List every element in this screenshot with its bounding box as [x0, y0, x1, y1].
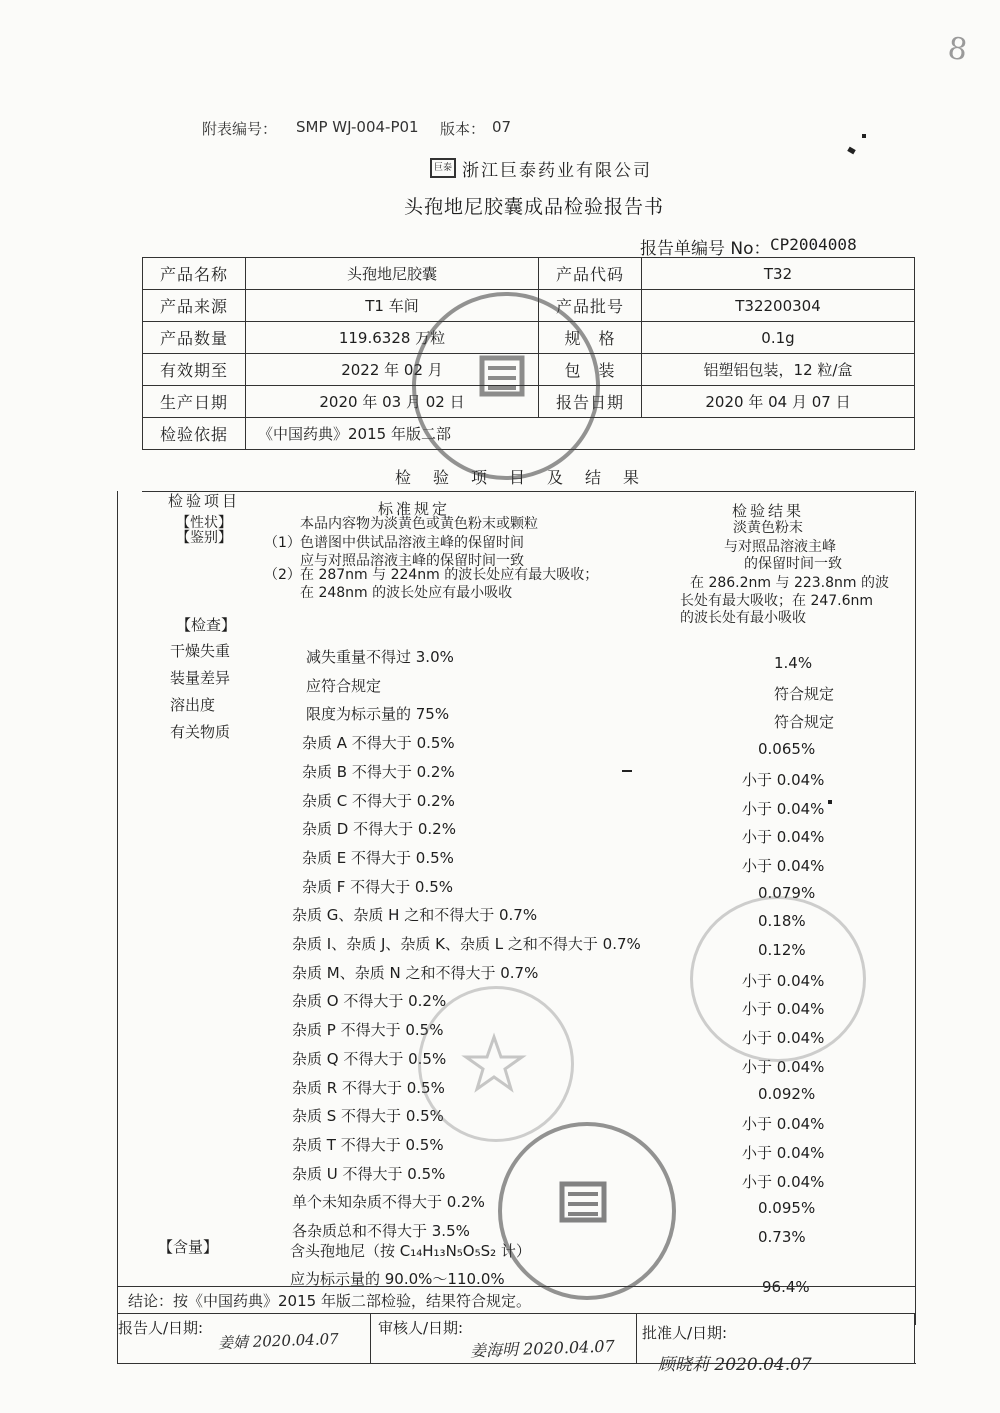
production-date: 2020 年 03 月 02 日 — [246, 386, 539, 418]
spec: 0.1g — [642, 322, 915, 354]
source-label: 产品来源 — [143, 290, 246, 322]
test-standard: 限度为标示量的 75% — [306, 705, 450, 724]
spec-label: 规 格 — [539, 322, 642, 354]
version-label: 版本： — [440, 120, 486, 138]
package-label: 包 装 — [539, 354, 642, 386]
test-result: 1.4% — [774, 654, 813, 672]
test-result: 符合规定 — [774, 713, 835, 732]
quantity-label: 产品数量 — [143, 322, 246, 354]
appearance-result: 淡黄色粉末 — [733, 520, 803, 536]
test-result: 0.73% — [758, 1228, 806, 1246]
identification-2-result-line2: 长处有最大吸收；在 247.6nm — [680, 593, 874, 609]
company-name: 浙江巨泰药业有限公司 — [462, 161, 652, 181]
signature-divider-2 — [636, 1313, 637, 1363]
test-result: 小于 0.04% — [742, 1000, 825, 1019]
reporter-signature: 姜婧 2020.04.07 — [217, 1329, 339, 1353]
page-number: 8 — [945, 30, 970, 69]
speck — [622, 770, 632, 772]
form-number: SMP WJ-004-P01 — [296, 118, 419, 136]
test-result: 小于 0.04% — [742, 856, 825, 875]
reporter-label: 报告人/日期: — [118, 1319, 204, 1337]
approver-signature: 顾晓莉 2020.04.07 — [658, 1355, 812, 1375]
test-result: 0.065% — [758, 740, 816, 759]
signature-right-rule — [914, 1313, 915, 1363]
version: 07 — [492, 118, 512, 136]
quantity: 119.6328 万粒 — [246, 322, 539, 354]
test-standard: 杂质 Q 不得大于 0.5% — [292, 1049, 447, 1068]
test-standard: 杂质 O 不得大于 0.2% — [292, 992, 447, 1011]
source: T1 车间 — [246, 290, 539, 322]
product-name: 头孢地尼胶囊 — [246, 258, 539, 290]
production-date-label: 生产日期 — [143, 386, 246, 418]
appearance-standard: 本品内容物为淡黄色或黄色粉末或颗粒 — [300, 516, 538, 532]
test-standard: 应符合规定 — [306, 676, 382, 695]
report-number: CP2004008 — [770, 235, 857, 254]
test-standard: 杂质 E 不得大于 0.5% — [302, 848, 454, 867]
section-title: 检验项目及结果 — [142, 465, 914, 492]
reviewer-signature: 姜海明 2020.04.07 — [469, 1336, 616, 1361]
batch-number: T32200304 — [642, 290, 915, 322]
identification-2-result-line3: 的波长处有最小吸收 — [680, 610, 806, 626]
test-item: 溶出度 — [170, 696, 216, 714]
appearance-label: 【性状】 — [176, 515, 232, 531]
product-code-label: 产品代码 — [539, 258, 642, 290]
speck — [862, 134, 866, 138]
test-standard: 杂质 P 不得大于 0.5% — [292, 1021, 444, 1040]
faint-official-stamp — [418, 986, 574, 1142]
test-standard: 杂质 U 不得大于 0.5% — [292, 1164, 446, 1183]
speck — [847, 147, 856, 155]
assay-result: 96.4% — [762, 1278, 810, 1296]
batch-label: 产品批号 — [539, 290, 642, 322]
form-number-label: 附表编号： — [202, 120, 278, 138]
column-standard: 标准规定 — [378, 500, 451, 518]
identification-label: 【鉴别】 — [176, 530, 232, 546]
package: 铝塑铝包装，12 粒/盒 — [642, 354, 915, 386]
test-result: 小于 0.04% — [742, 1172, 825, 1191]
test-standard: 杂质 S 不得大于 0.5% — [292, 1107, 444, 1126]
test-standard: 杂质 A 不得大于 0.5% — [302, 734, 455, 753]
basis-label: 检验依据 — [143, 418, 246, 450]
test-result: 0.18% — [758, 912, 806, 931]
test-standard: 单个未知杂质不得大于 0.2% — [292, 1193, 485, 1212]
test-standard: 杂质 F 不得大于 0.5% — [302, 877, 454, 896]
test-result: 0.12% — [758, 941, 806, 959]
test-item: 干燥失重 — [170, 642, 231, 660]
test-result: 0.092% — [758, 1084, 816, 1103]
report-number-label: 报告单编号 No： — [640, 239, 771, 259]
test-result: 小于 0.04% — [742, 770, 825, 789]
product-name-label: 产品名称 — [143, 258, 246, 290]
company-logo: 巨泰 — [430, 158, 456, 178]
conclusion: 结论：按《中国药典》2015 年版二部检验，结果符合规定。 — [128, 1292, 531, 1310]
test-result: 0.079% — [758, 883, 816, 902]
report-date-label: 报告日期 — [539, 386, 642, 418]
expiry-label: 有效期至 — [143, 354, 246, 386]
test-standard: 杂质 T 不得大于 0.5% — [292, 1135, 444, 1154]
basis: 《中国药典》2015 年版二部 — [246, 418, 915, 450]
test-standard: 杂质 C 不得大于 0.2% — [302, 791, 455, 810]
test-result: 小于 0.04% — [742, 799, 825, 818]
tests-label: 【检查】 — [176, 616, 237, 634]
column-item: 检验项目 — [168, 492, 241, 510]
test-standard: 各杂质总和不得大于 3.5% — [292, 1222, 470, 1240]
identification-2-num: （2） — [264, 567, 301, 583]
test-result: 小于 0.04% — [742, 1115, 825, 1134]
column-result: 检验结果 — [732, 502, 805, 520]
test-standard: 杂质 I、杂质 J、杂质 K、杂质 L 之和不得大于 0.7% — [292, 935, 641, 953]
signature-top-rule — [117, 1313, 916, 1314]
test-standard: 杂质 M、杂质 N 之和不得大于 0.7% — [292, 963, 539, 982]
test-standard: 杂质 D 不得大于 0.2% — [302, 820, 456, 839]
identification-1-line2: 应与对照品溶液主峰的保留时间一致 — [300, 553, 524, 569]
qc-stamp-top — [412, 292, 600, 480]
test-result: 小于 0.04% — [742, 971, 825, 990]
test-result: 小于 0.04% — [742, 828, 825, 847]
report-date: 2020 年 04 月 07 日 — [642, 386, 915, 418]
identification-1-result-line2: 的保留时间一致 — [744, 556, 842, 572]
test-result: 符合规定 — [774, 684, 835, 703]
identification-2-line2: 在 248nm 的波长处应有最小吸收 — [300, 585, 513, 601]
test-item: 有关物质 — [170, 723, 231, 741]
identification-1-line1: 色谱图中供试品溶液主峰的保留时间 — [300, 535, 524, 551]
approver-label: 批准人/日期: — [642, 1324, 728, 1342]
identification-2-line1: 在 287nm 与 224nm 的波长处应有最大吸收； — [300, 567, 599, 583]
reviewer-label: 审核人/日期: — [378, 1319, 464, 1337]
speck — [828, 800, 832, 804]
test-standard: 杂质 G、杂质 H 之和不得大于 0.7% — [292, 906, 538, 925]
expiry: 2022 年 02 月 — [246, 354, 539, 386]
test-result: 小于 0.04% — [742, 1029, 825, 1048]
identification-1-result-line1: 与对照品溶液主峰 — [724, 539, 836, 555]
signature-divider-1 — [370, 1313, 371, 1363]
test-standard: 减失重量不得过 3.0% — [306, 648, 454, 666]
test-result: 0.095% — [758, 1199, 816, 1218]
test-standard: 杂质 R 不得大于 0.5% — [292, 1078, 445, 1097]
test-result: 小于 0.04% — [742, 1057, 825, 1076]
assay-label: 【含量】 — [158, 1238, 219, 1256]
test-result: 小于 0.04% — [742, 1143, 825, 1162]
test-standard: 杂质 B 不得大于 0.2% — [302, 762, 455, 781]
identification-2-result-line1: 在 286.2nm 与 223.8nm 的波 — [690, 575, 889, 591]
qa-stamp — [690, 896, 866, 1062]
product-code: T32 — [642, 258, 915, 290]
qc-stamp-bottom — [498, 1122, 676, 1300]
assay-standard-line2: 应为标示量的 90.0%～110.0% — [290, 1270, 505, 1288]
report-title: 头孢地尼胶囊成品检验报告书 — [404, 196, 665, 218]
identification-1-num: （1） — [264, 535, 301, 551]
assay-standard-line1: 含头孢地尼（按 C₁₄H₁₃N₅O₅S₂ 计） — [290, 1242, 531, 1260]
test-item: 装量差异 — [170, 669, 231, 687]
